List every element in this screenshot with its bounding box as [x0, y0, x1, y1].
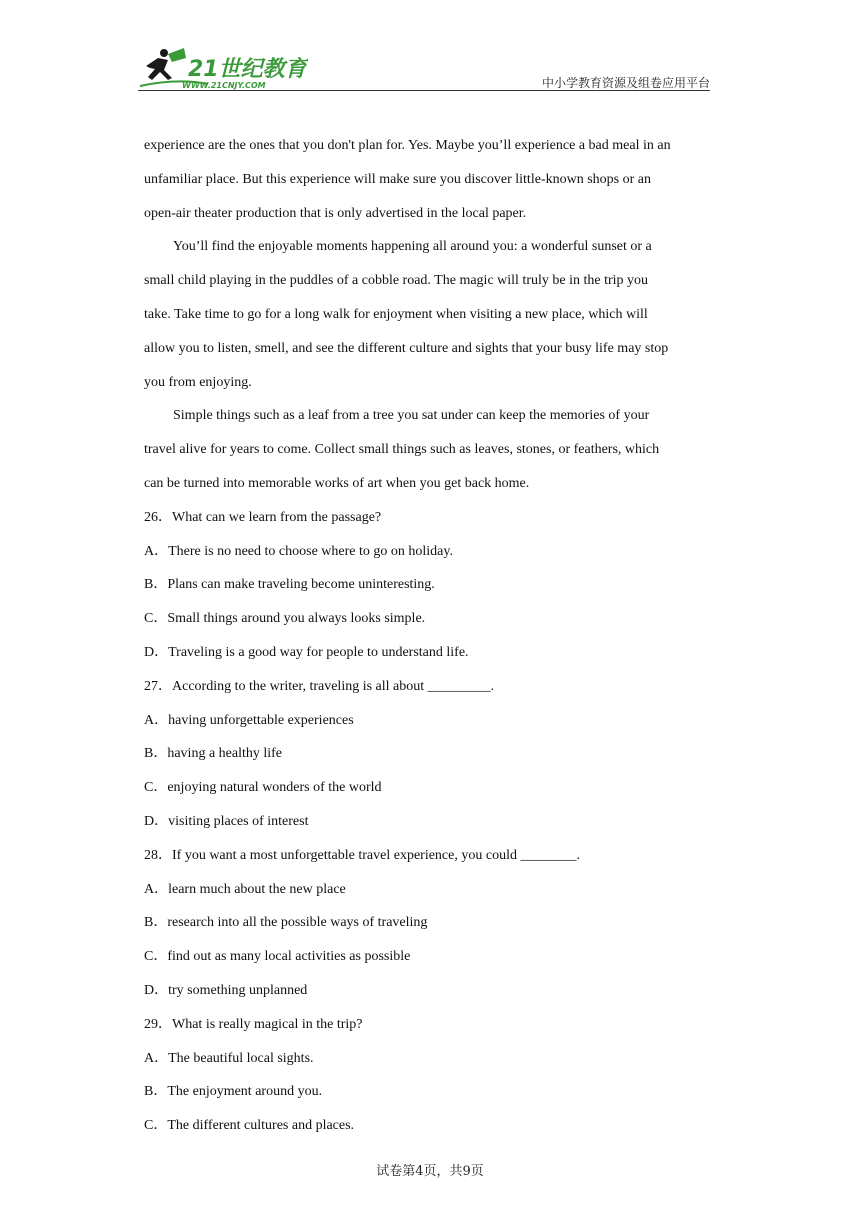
option-line: A．The beautiful local sights.	[144, 1050, 314, 1066]
question-28: 28．If you want a most unforgettable travel experience, you could ________.	[144, 847, 580, 863]
passage-line: travel alive for years to come. Collect small things such as leaves, stones, or feathers, which	[144, 442, 660, 458]
header-divider	[138, 90, 710, 91]
option-line: B．Plans can make traveling become uninteresting.	[144, 577, 435, 593]
option-line: C．enjoying natural wonders of the world	[144, 780, 382, 796]
option-line: D．visiting places of interest	[144, 813, 309, 829]
option-line: B．research into all the possible ways of traveling	[144, 915, 428, 931]
document-body	[144, 129, 720, 1143]
option-line: A．learn much about the new place	[144, 881, 346, 897]
passage-line: take. Take time to go for a long walk for enjoyment when visiting a new place, which will	[144, 306, 648, 322]
option-line: D．try something unplanned	[144, 982, 308, 998]
option-line: B．having a healthy life	[144, 746, 283, 762]
passage-line: small child playing in the puddles of a cobble road. The magic will truly be in the trip you	[144, 273, 649, 289]
page-footer: 试卷第4页，共9页	[376, 1164, 484, 1179]
logo-21cnjy	[138, 44, 308, 90]
question-26: 26．What can we learn from the passage?	[144, 509, 382, 525]
option-line: C．The different cultures and places.	[144, 1118, 355, 1134]
passage-line: unfamiliar place. But this experience will make sure you discover little-known shops or an	[144, 171, 651, 187]
passage-line: can be turned into memorable works of art when you get back home.	[144, 475, 530, 491]
option-line: C．Small things around you always looks simple.	[144, 611, 426, 627]
logo-url-text: WWW.21CNJY.COM	[182, 81, 266, 90]
passage-line: You’ll find the enjoyable moments happening all around you: a wonderful sunset or a	[173, 239, 652, 255]
passage-line: allow you to listen, smell, and see the different culture and sights that your busy life may stop	[144, 340, 669, 356]
option-line: B．The enjoyment around you.	[144, 1084, 323, 1100]
option-line: D．Traveling is a good way for people to understand life.	[144, 644, 469, 660]
page-header	[138, 40, 710, 92]
option-line: C．find out as many local activities as possible	[144, 949, 411, 965]
option-line: A．There is no need to choose where to go on holiday.	[144, 543, 453, 559]
platform-title: 中小学教育资源及组卷应用平台	[541, 76, 710, 90]
question-27: 27．According to the writer, traveling is all about _________.	[144, 678, 495, 694]
passage-line: you from enjoying.	[144, 374, 252, 390]
passage-line: Simple things such as a leaf from a tree you sat under can keep the memories of your	[173, 408, 650, 424]
option-line: A．having unforgettable experiences	[144, 712, 354, 728]
passage-line: experience are the ones that you don't plan for. Yes. Maybe you’ll experience a bad meal in an	[144, 138, 671, 153]
passage-line: open-air theater production that is only advertised in the local paper.	[144, 205, 527, 221]
question-29: 29．What is really magical in the trip?	[144, 1016, 363, 1032]
logo-main-text: 21世纪教育	[188, 57, 307, 82]
